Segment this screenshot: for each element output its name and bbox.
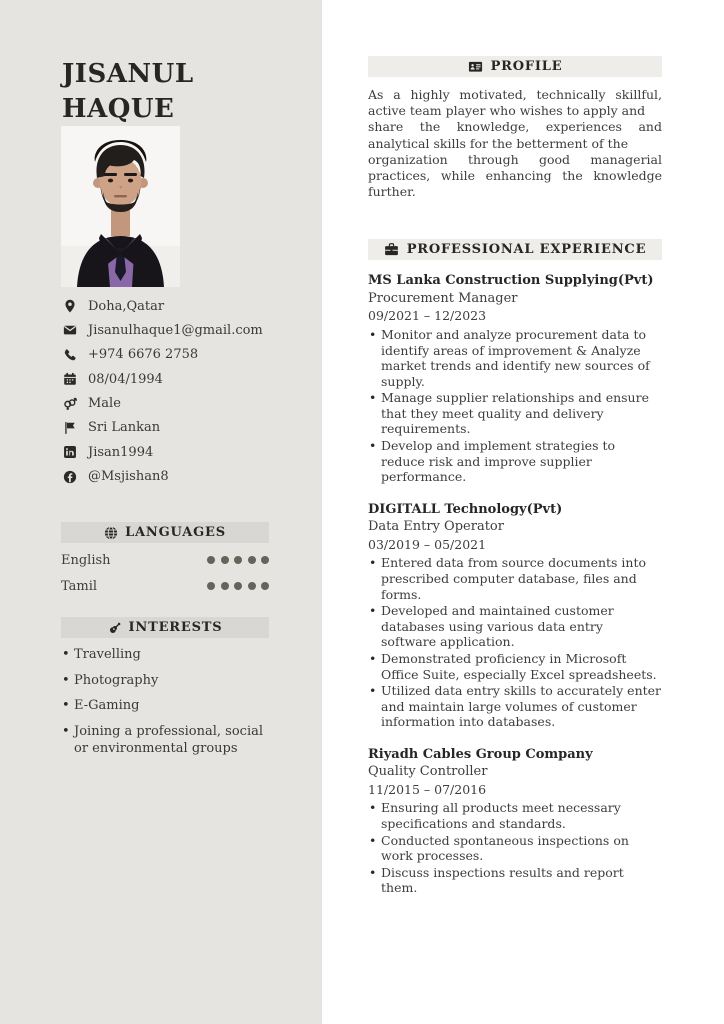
job-bullet: • Develop and implement strategies to reduce risk and improve supplier performance.: [368, 438, 662, 485]
contact-item-label: @Msjishan8: [88, 469, 169, 485]
profile-paragraph: As a highly motivated, technically skillful, active team player who wishes to apply and: [368, 87, 662, 119]
job-bullet: • Developed and maintained customer databases using various data entry software application.: [368, 603, 662, 650]
job-bullet: • Discuss inspections results and report them.: [368, 865, 662, 896]
contact-item-label: Sri Lankan: [88, 420, 161, 436]
job-role: Procurement Manager: [368, 290, 518, 306]
experience-title: PROFESSIONAL EXPERIENCE: [406, 242, 647, 258]
job-bullet: • Utilized data entry skills to accurately enter and maintain large volumes of customer information into databases.: [368, 683, 662, 730]
contact-item-gender: [63, 396, 313, 412]
briefcase-icon: [384, 242, 399, 257]
profile-paragraph: share the knowledge, experiences and analytical skills for the betterment of the: [368, 119, 662, 151]
interests-title: INTERESTS: [128, 620, 223, 635]
language-name: English: [61, 552, 111, 568]
job-entry: [368, 501, 662, 730]
flag-icon: [63, 420, 78, 435]
level-dot: [234, 582, 242, 590]
person-name: [62, 57, 194, 127]
job-bullet: • Entered data from source documents into prescribed computer database, files and forms.: [368, 555, 662, 602]
contact-item-label: Jisan1994: [88, 444, 154, 460]
job-bullet: • Conducted spontaneous inspections on work processes.: [368, 833, 662, 864]
level-dot: [207, 556, 215, 564]
languages-title: LANGUAGES: [125, 525, 226, 540]
linkedin-icon: [63, 445, 78, 460]
facebook-icon: [63, 469, 78, 484]
portrait-illustration: [61, 126, 180, 287]
calendar-icon: [63, 372, 78, 387]
languages-header: [61, 522, 269, 543]
job-bullet-list: [368, 327, 662, 485]
job-bullet: • Monitor and analyze procurement data to identify areas of improvement & Analyze market trends and identify new sources of supply.: [368, 327, 662, 389]
job-bullet: • Ensuring all products meet necessary specifications and standards.: [368, 800, 662, 831]
level-dot: [234, 556, 242, 564]
email-icon: [63, 323, 78, 338]
interests-header: [61, 617, 269, 638]
contact-item-birthdate: [63, 371, 313, 387]
level-dot: [261, 556, 269, 564]
main-column: [368, 0, 662, 897]
level-dot: [207, 582, 215, 590]
job-role: Data Entry Operator: [368, 519, 504, 535]
guitar-icon: [108, 621, 122, 635]
contact-item-location: [63, 298, 313, 314]
job-bullet-list: [368, 800, 662, 896]
job-dates: 09/2021 – 12/2023: [368, 308, 487, 324]
contact-item-label: Doha,Qatar: [88, 298, 165, 314]
profile-paragraph: organization through good managerial practices, while enhancing the knowledge further.: [368, 151, 662, 200]
location-icon: [63, 299, 78, 314]
language-level-dots: [207, 556, 269, 564]
sidebar: [0, 0, 322, 1024]
level-dot: [221, 556, 229, 564]
company-name: MS Lanka Construction Supplying(Pvt): [368, 273, 654, 289]
person-name-line1: JISANUL: [62, 59, 194, 90]
level-dot: [248, 582, 256, 590]
globe-icon: [104, 526, 118, 540]
contact-item-label: 08/04/1994: [88, 371, 163, 387]
job-role: Quality Controller: [368, 764, 488, 780]
contact-item-label: Male: [88, 396, 121, 412]
language-level-dots: [207, 582, 269, 590]
list-item: • Joining a professional, social or environmental groups: [62, 723, 274, 757]
language-row: [61, 578, 269, 594]
list-item: • Photography: [62, 672, 274, 689]
phone-icon: [63, 347, 78, 362]
person-name-line2: HAQUE: [62, 94, 175, 125]
job-dates: 03/2019 – 05/2021: [368, 536, 487, 552]
gender-icon: [63, 396, 78, 411]
job-bullet-list: [368, 555, 662, 730]
language-row: [61, 552, 269, 568]
job-bullet: • Demonstrated proficiency in Microsoft Office Suite, especially Excel spreadsheets.: [368, 651, 662, 682]
list-item: • E-Gaming: [62, 697, 274, 714]
language-name: Tamil: [61, 578, 98, 594]
contact-item-label: Jisanulhaque1@gmail.com: [88, 322, 263, 338]
contact-list: [63, 298, 313, 493]
contact-item-label: +974 6676 2758: [88, 347, 199, 363]
level-dot: [221, 582, 229, 590]
interests-list: [62, 646, 274, 765]
level-dot: [261, 582, 269, 590]
contact-item-phone: [63, 347, 313, 363]
profile-header: [368, 56, 662, 77]
job-entry: [368, 272, 662, 484]
experience-header: [368, 239, 662, 260]
job-dates: 11/2015 – 07/2016: [368, 781, 487, 797]
id-card-icon: [468, 59, 483, 74]
level-dot: [248, 556, 256, 564]
languages-list: [61, 552, 269, 604]
job-entry: [368, 746, 662, 896]
job-bullet: • Manage supplier relationships and ensure that they meet quality and delivery requirements.: [368, 390, 662, 437]
profile-summary: [368, 87, 662, 200]
contact-item-facebook: [63, 469, 313, 485]
company-name: DIGITALL Technology(Pvt): [368, 501, 563, 517]
profile-title: PROFILE: [490, 59, 563, 74]
contact-item-email: [63, 322, 313, 338]
contact-item-linkedin: [63, 444, 313, 460]
company-name: Riyadh Cables Group Company: [368, 746, 593, 762]
contact-item-nationality: [63, 420, 313, 436]
list-item: • Travelling: [62, 646, 274, 663]
profile-photo: [61, 126, 180, 287]
